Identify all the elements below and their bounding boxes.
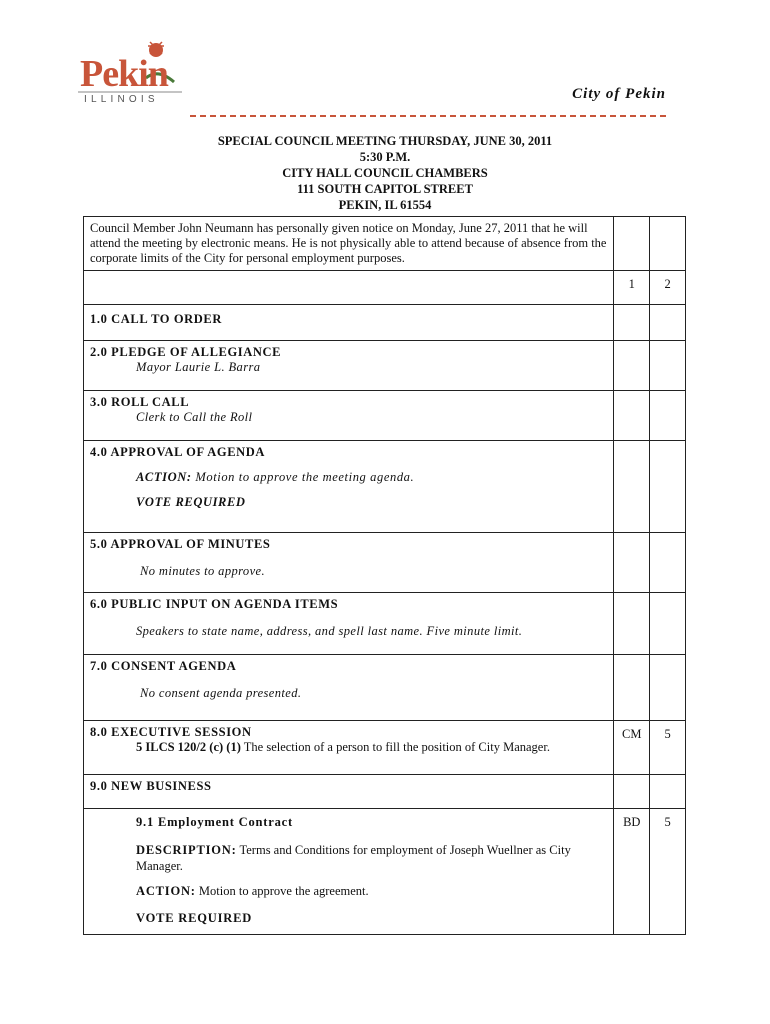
meeting-city: PEKIN, IL 61554 <box>338 198 432 212</box>
column-header-row <box>84 271 686 305</box>
approval-action-text: Motion to approve the meeting agenda. <box>195 470 415 484</box>
city-title: City of Pekin <box>572 86 666 102</box>
agenda-row <box>84 809 686 935</box>
emp-col-2: 5 <box>650 809 686 935</box>
header-divider <box>190 115 666 117</box>
meeting-location: CITY HALL COUNCIL CHAMBERS <box>282 166 488 180</box>
emp-description-label: DESCRIPTION: <box>136 843 237 857</box>
exec-text: The selection of a person to fill the position of City Manager. <box>243 740 550 754</box>
item-roll-call-sub: Clerk to Call the Roll <box>136 410 253 424</box>
agenda-row <box>84 305 686 341</box>
meeting-header <box>0 133 770 213</box>
item-minutes: 5.0 APPROVAL OF MINUTES <box>90 537 271 551</box>
exec-col-2: 5 <box>650 721 686 775</box>
item-executive-session: 8.0 EXECUTIVE SESSION <box>90 725 252 739</box>
emp-action-text: Motion to approve the agreement. <box>198 884 369 898</box>
item-consent-sub: No consent agenda presented. <box>140 686 302 700</box>
column-header-1: 1 <box>614 271 650 305</box>
item-employment-contract: 9.1 Employment Contract <box>136 815 293 829</box>
exec-col-1: CM <box>614 721 650 775</box>
emp-col-1: BD <box>614 809 650 935</box>
item-roll-call: 3.0 ROLL CALL <box>90 395 190 409</box>
agenda-row <box>84 441 686 533</box>
emp-vote: VOTE REQUIRED <box>136 911 253 925</box>
notice-text: Council Member John Neumann has personally given notice on Monday, June 27, 2011 that he will attend the meeting by electronic means. He is not physically able to attend because of absence from the corporate limits of the City for personal employment purposes. <box>84 217 614 271</box>
notice-row <box>84 217 686 271</box>
emp-action-label: ACTION: <box>136 884 196 898</box>
item-approval-agenda: 4.0 APPROVAL OF AGENDA <box>90 445 266 459</box>
item-public-input: 6.0 PUBLIC INPUT ON AGENDA ITEMS <box>90 597 339 611</box>
agenda-row <box>84 341 686 391</box>
agenda-row <box>84 533 686 593</box>
exec-statute: 5 ILCS 120/2 (c) (1) <box>136 740 241 754</box>
emp-description-text: Terms and Conditions for employment of Joseph Wuellner as City Manager. <box>136 843 571 873</box>
approval-vote: VOTE REQUIRED <box>136 495 246 509</box>
item-call-to-order: 1.0 CALL TO ORDER <box>90 312 222 326</box>
item-minutes-sub: No minutes to approve. <box>140 564 265 578</box>
meeting-title: SPECIAL COUNCIL MEETING THURSDAY, JUNE 30, 2011 <box>217 134 553 148</box>
agenda-table <box>83 216 686 935</box>
column-header-2: 2 <box>650 271 686 305</box>
approval-action-label: ACTION: <box>136 470 192 484</box>
item-pledge: 2.0 PLEDGE OF ALLEGIANCE <box>90 345 282 359</box>
meeting-time: 5:30 P.M. <box>359 150 411 164</box>
logo-subtitle: ILLINOIS <box>84 94 159 105</box>
agenda-row <box>84 391 686 441</box>
agenda-row <box>84 593 686 655</box>
logo-word: Pekin <box>80 53 168 95</box>
agenda-row <box>84 775 686 809</box>
agenda-row <box>84 721 686 775</box>
item-consent: 7.0 CONSENT AGENDA <box>90 659 237 673</box>
item-public-input-sub: Speakers to state name, address, and spell last name. Five minute limit. <box>136 624 523 638</box>
agenda-row <box>84 655 686 721</box>
pekin-logo <box>78 38 188 110</box>
item-new-business: 9.0 NEW BUSINESS <box>90 779 212 793</box>
meeting-street: 111 SOUTH CAPITOL STREET <box>297 182 473 196</box>
item-pledge-sub: Mayor Laurie L. Barra <box>136 360 261 374</box>
